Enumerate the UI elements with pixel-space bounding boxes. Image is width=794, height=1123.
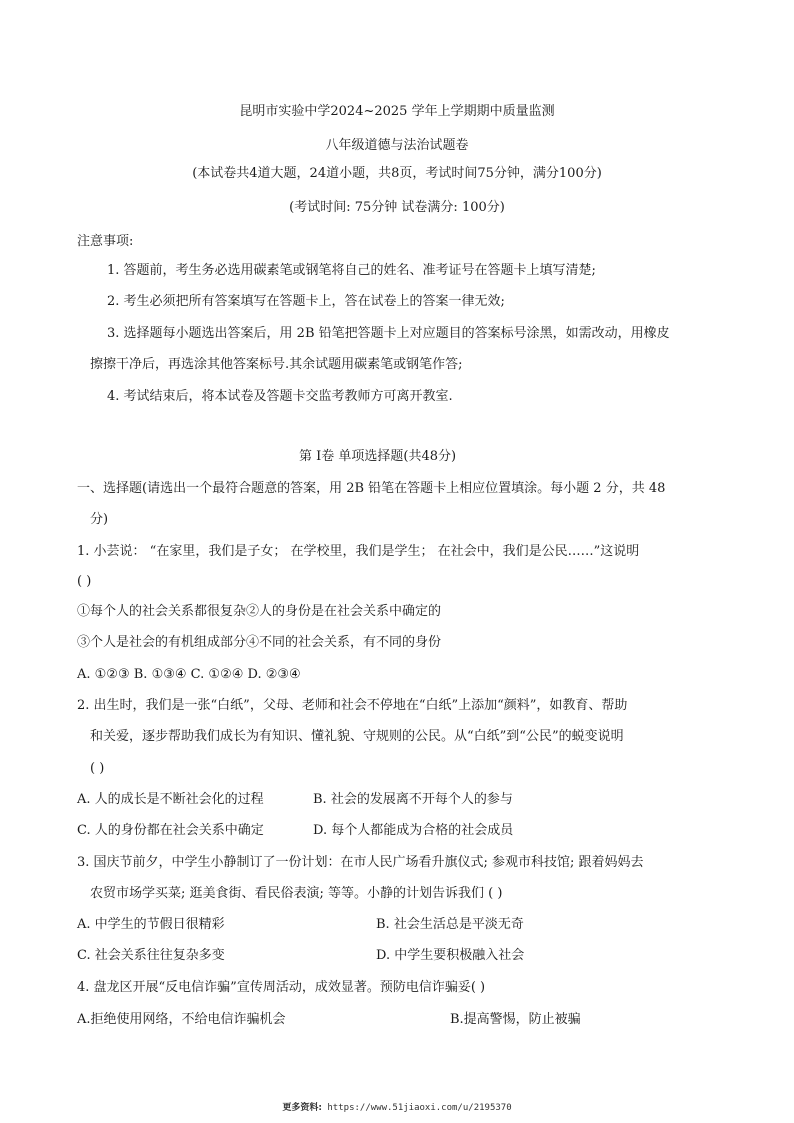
- footer-url[interactable]: https://www.51jiaoxi.com/u/2195370: [327, 1103, 512, 1113]
- exam-title: 昆明市实验中学2024~2025 学年上学期期中质量监测: [239, 104, 555, 119]
- section-instruction: 一、选择题(请选出一个最符合题意的答案，用 2B 铅笔在答题卡上相应位置填涂。每小题 2 分，共 48: [77, 481, 666, 496]
- notice-item-continued: 擦擦干净后，再选涂其他答案标号.其余试题用碳素笔或钢笔作答;: [90, 357, 463, 372]
- question-2-option-d: D. 每个人都能成为合格的社会成员: [313, 823, 514, 838]
- exam-info: (本试卷共4道大题，24道小题，共8页，考试时间75分钟，满分100分): [192, 166, 602, 181]
- notice-heading: 注意事项:: [77, 234, 134, 249]
- question-1-statements: ③个人是社会的有机组成部分④不同的社会关系，有不同的身份: [77, 635, 442, 650]
- section-title: 第 Ⅰ卷 单项选择题(共48分): [299, 449, 457, 464]
- question-4-option-b: B.提高警惕，防止被骗: [450, 1012, 581, 1027]
- question-1-blank: ( ): [77, 574, 92, 589]
- exam-subtitle: 八年级道德与法治试题卷: [325, 138, 469, 153]
- question-1-stem: 1. 小芸说： “在家里，我们是子女； 在学校里，我们是学生； 在社会中，我们是公民……”这说明: [77, 544, 640, 559]
- question-3-stem-continued: 农贸市场学买菜; 逛美食街、看民俗表演; 等等。小静的计划告诉我们 ( ): [90, 886, 503, 901]
- question-2-blank: ( ): [90, 761, 105, 776]
- footer-label: 更多资料:: [282, 1103, 322, 1113]
- question-2-option-c: C. 人的身份都在社会关系中确定: [77, 823, 264, 838]
- question-3-option-a: A. 中学生的节假日很精彩: [77, 917, 225, 932]
- question-3-stem: 3. 国庆节前夕，中学生小静制订了一份计划：在市人民广场看升旗仪式; 参观市科技馆; 跟着妈妈去: [77, 855, 644, 870]
- exam-time-score: (考试时间: 75分钟 试卷满分: 100分): [289, 200, 505, 215]
- question-2-option-a: A. 人的成长是不断社会化的过程: [77, 792, 264, 807]
- footer-resource-link[interactable]: [0, 1100, 794, 1113]
- question-2-option-b: B. 社会的发展离不开每个人的参与: [313, 792, 513, 807]
- question-4-stem: 4. 盘龙区开展“反电信诈骗”宣传周活动，成效显著。预防电信诈骗妥( ): [77, 980, 486, 995]
- notice-item: 2. 考生必须把所有答案填写在答题卡上，答在试卷上的答案一律无效;: [107, 294, 505, 309]
- notice-item: 3. 选择题每小题选出答案后，用 2B 铅笔把答题卡上对应题目的答案标号涂黑，如需改动，用橡皮: [107, 326, 670, 341]
- question-2-stem-continued: 和关爱，逐步帮助我们成长为有知识、懂礼貌、守规则的公民。从“白纸”到“公民”的蜕变说明: [90, 729, 624, 744]
- question-1-statements: ①每个人的社会关系都很复杂②人的身份是在社会关系中确定的: [77, 604, 442, 619]
- question-3-option-c: C. 社会关系往往复杂多变: [77, 948, 225, 963]
- notice-item: 1. 答题前，考生务必选用碳素笔或钢笔将自己的姓名、准考证号在答题卡上填写清楚;: [107, 263, 596, 278]
- question-2-stem: 2. 出生时，我们是一张“白纸”，父母、老师和社会不停地在“白纸”上添加“颜料”，如教育、帮助: [77, 698, 628, 713]
- question-1-choices: A. ①②③ B. ①③④ C. ①②④ D. ②③④: [77, 667, 301, 682]
- question-4-option-a: A.拒绝使用网络，不给电信诈骗机会: [77, 1012, 286, 1027]
- section-instruction-continued: 分): [90, 512, 109, 527]
- notice-item: 4. 考试结束后，将本试卷及答题卡交监考教师方可离开教室.: [107, 389, 453, 404]
- question-3-option-b: B. 社会生活总是平淡无奇: [376, 917, 524, 932]
- question-3-option-d: D. 中学生要积极融入社会: [376, 948, 525, 963]
